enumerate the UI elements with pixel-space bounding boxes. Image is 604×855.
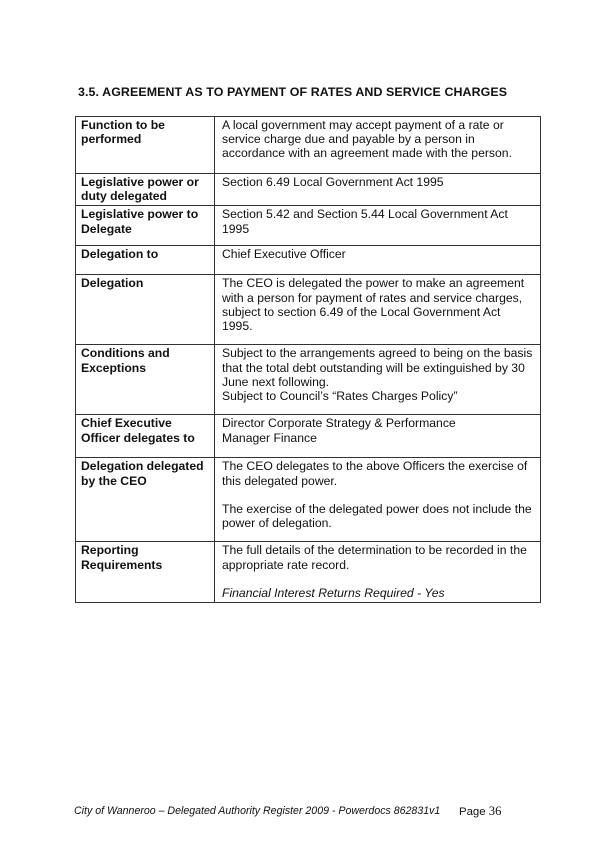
row-label: Chief Executive Officer delegates to bbox=[76, 415, 215, 458]
row-value bbox=[215, 174, 541, 206]
row-label: Function to be performed bbox=[76, 117, 215, 174]
row-label: Legislative power to Delegate bbox=[76, 206, 215, 246]
delegation-table bbox=[75, 116, 541, 603]
section-heading: 3.5. AGREEMENT AS TO PAYMENT OF RATES AND SERVICE CHARGES bbox=[78, 85, 508, 99]
row-label: Delegation delegated by the CEO bbox=[76, 458, 215, 542]
row-paragraph: Director Corporate Strategy & Performance bbox=[222, 416, 456, 431]
row-paragraph: The exercise of the delegated power does not include the power of delegation. bbox=[222, 501, 532, 531]
table-row-power-to-delegate bbox=[76, 206, 541, 246]
row-paragraph: The full details of the determination to be recorded in the appropriate rate record. bbox=[222, 543, 527, 572]
table-row-ceo-delegates-to bbox=[76, 415, 541, 458]
row-paragraph: Subject to the arrangements agreed to being on the basis that the total debt outstanding will be extinguished by 30 June next following. bbox=[222, 346, 533, 389]
row-label: Reporting Requirements bbox=[76, 542, 215, 603]
row-paragraph: Chief Executive Officer bbox=[222, 247, 346, 262]
row-value bbox=[215, 542, 541, 603]
row-value bbox=[215, 206, 541, 246]
row-paragraph: Manager Finance bbox=[222, 430, 317, 445]
row-label: Legislative power or duty delegated bbox=[76, 174, 215, 206]
table-row-delegated-by-ceo bbox=[76, 458, 541, 542]
row-paragraph: The CEO delegates to the above Officers the exercise of this delegated power. bbox=[222, 459, 528, 488]
row-paragraph: Subject to Council’s “Rates Charges Policy” bbox=[222, 389, 458, 404]
row-label: Conditions and Exceptions bbox=[76, 345, 215, 415]
row-value bbox=[215, 275, 541, 345]
row-value bbox=[215, 415, 541, 458]
row-paragraph: Financial Interest Returns Required - Yes bbox=[222, 585, 445, 600]
page-label: Page bbox=[459, 806, 486, 818]
row-paragraph: The CEO is delegated the power to make an agreement with a person for payment of rates and service charges, subject to section 6.49 of the Local Government Act 1995. bbox=[222, 276, 525, 334]
row-value bbox=[215, 345, 541, 415]
table-row-delegation-to bbox=[76, 246, 541, 275]
row-value bbox=[215, 117, 541, 174]
row-paragraph: Section 5.42 and Section 5.44 Local Government Act 1995 bbox=[222, 207, 508, 236]
table-row-reporting bbox=[76, 542, 541, 603]
row-value bbox=[215, 246, 541, 275]
page-number-value: 36 bbox=[488, 804, 502, 818]
footer-text: City of Wanneroo – Delegated Authority Register 2009 - Powerdocs 862831v1 bbox=[74, 805, 441, 817]
row-paragraph: Section 6.49 Local Government Act 1995 bbox=[222, 175, 444, 189]
table-row-legislative-power bbox=[76, 174, 541, 206]
row-label: Delegation bbox=[76, 275, 215, 345]
row-value bbox=[215, 458, 541, 542]
table-row-conditions bbox=[76, 345, 541, 415]
row-label: Delegation to bbox=[76, 246, 215, 275]
table-row-function bbox=[76, 117, 541, 174]
table-row-delegation bbox=[76, 275, 541, 345]
row-paragraph: A local government may accept payment of a rate or service charge due and payable by a person in accordance with an agreement made with the person. bbox=[222, 118, 512, 161]
page-number bbox=[459, 804, 501, 819]
